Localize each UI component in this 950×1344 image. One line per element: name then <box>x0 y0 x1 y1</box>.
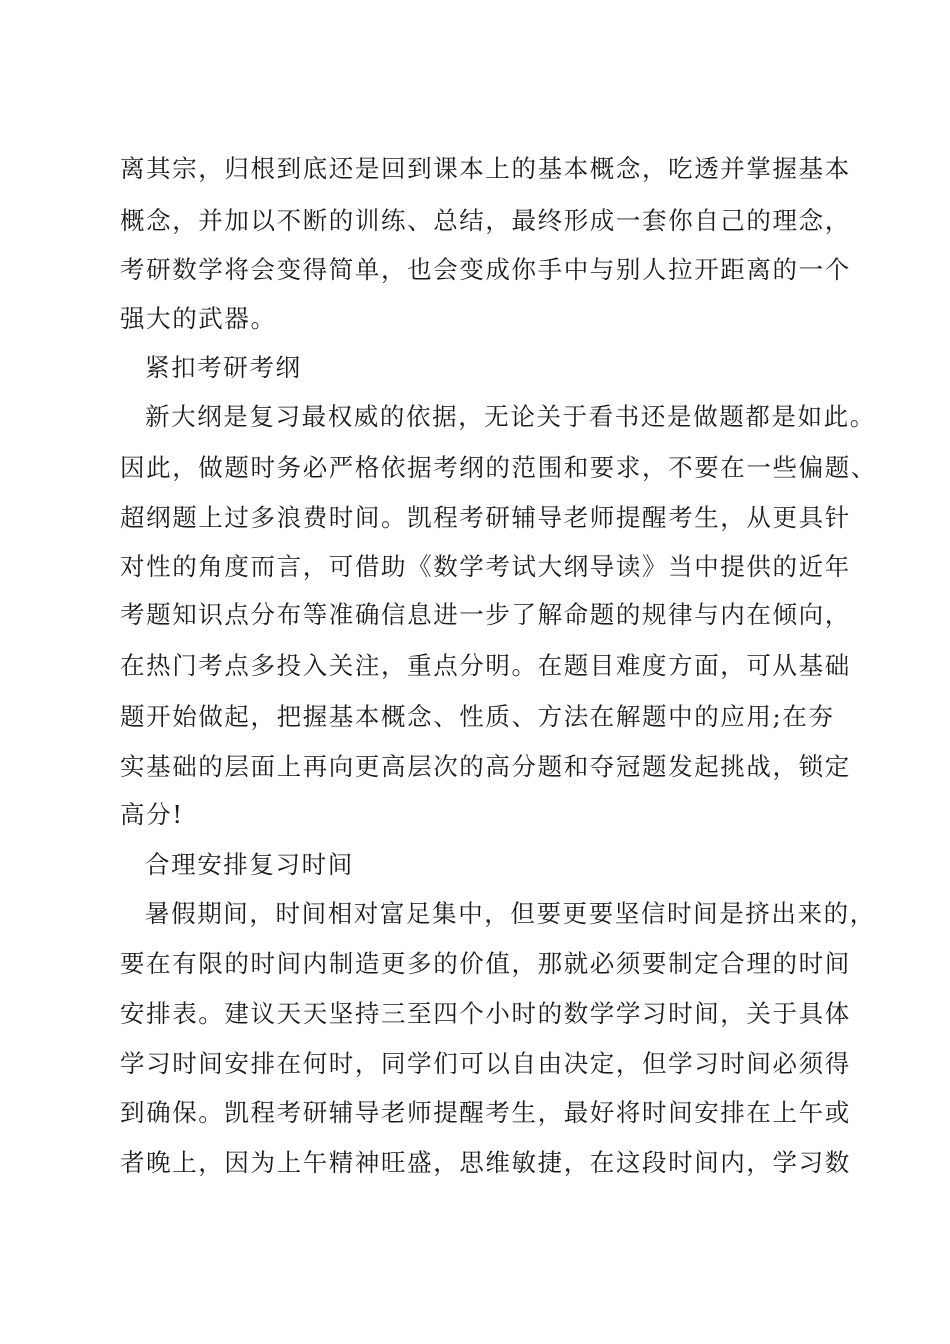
section-heading: 合理安排复习时间 <box>145 850 354 879</box>
paragraph-line: 实基础的层面上再向更高层次的高分题和夺冠题发起挑战，锁定 <box>120 752 851 781</box>
paragraph-line: 题开始做起，把握基本概念、性质、方法在解题中的应用;在夯 <box>120 702 835 731</box>
paragraph-line: 超纲题上过多浪费时间。凯程考研辅导老师提醒考生，从更具针 <box>120 503 851 532</box>
paragraph-line: 安排表。建议天天坚持三至四个小时的数学学习时间，关于具体 <box>120 999 851 1028</box>
paragraph-line: 学习时间安排在何时，同学们可以自由决定，但学习时间必须得 <box>120 1049 851 1078</box>
paragraph-line: 暑假期间，时间相对富足集中，但要更要坚信时间是挤出来的， <box>145 899 876 928</box>
paragraph-line: 考研数学将会变得简单，也会变成你手中与别人拉开距离的一个 <box>120 255 851 284</box>
paragraph-line: 者晚上，因为上午精神旺盛，思维敏捷，在这段时间内，学习数 <box>120 1148 851 1177</box>
paragraph-line: 在热门考点多投入关注，重点分明。在题目难度方面，可从基础 <box>120 651 851 680</box>
paragraph-line: 新大纲是复习最权威的依据，无论关于看书还是做题都是如此。 <box>145 402 876 431</box>
paragraph-line: 强大的武器。 <box>120 304 277 333</box>
section-heading: 紧扣考研考纲 <box>145 353 302 382</box>
paragraph-line: 概念，并加以不断的训练、总结，最终形成一套你自己的理念， <box>120 206 851 235</box>
paragraph-line: 到确保。凯程考研辅导老师提醒考生，最好将时间安排在上午或 <box>120 1098 851 1127</box>
paragraph-line: 要在有限的时间内制造更多的价值，那就必须要制定合理的时间 <box>120 949 851 978</box>
paragraph-line: 考题知识点分布等准确信息进一步了解命题的规律与内在倾向， <box>120 600 851 629</box>
paragraph-line: 因此，做题时务必严格依据考纲的范围和要求，不要在一些偏题、 <box>120 453 877 482</box>
paragraph-line: 对性的角度而言，可借助《数学考试大纲导读》当中提供的近年 <box>120 552 851 581</box>
paragraph-line: 高分! <box>120 800 184 829</box>
paragraph-line: 离其宗，归根到底还是回到课本上的基本概念，吃透并掌握基本 <box>120 154 851 183</box>
